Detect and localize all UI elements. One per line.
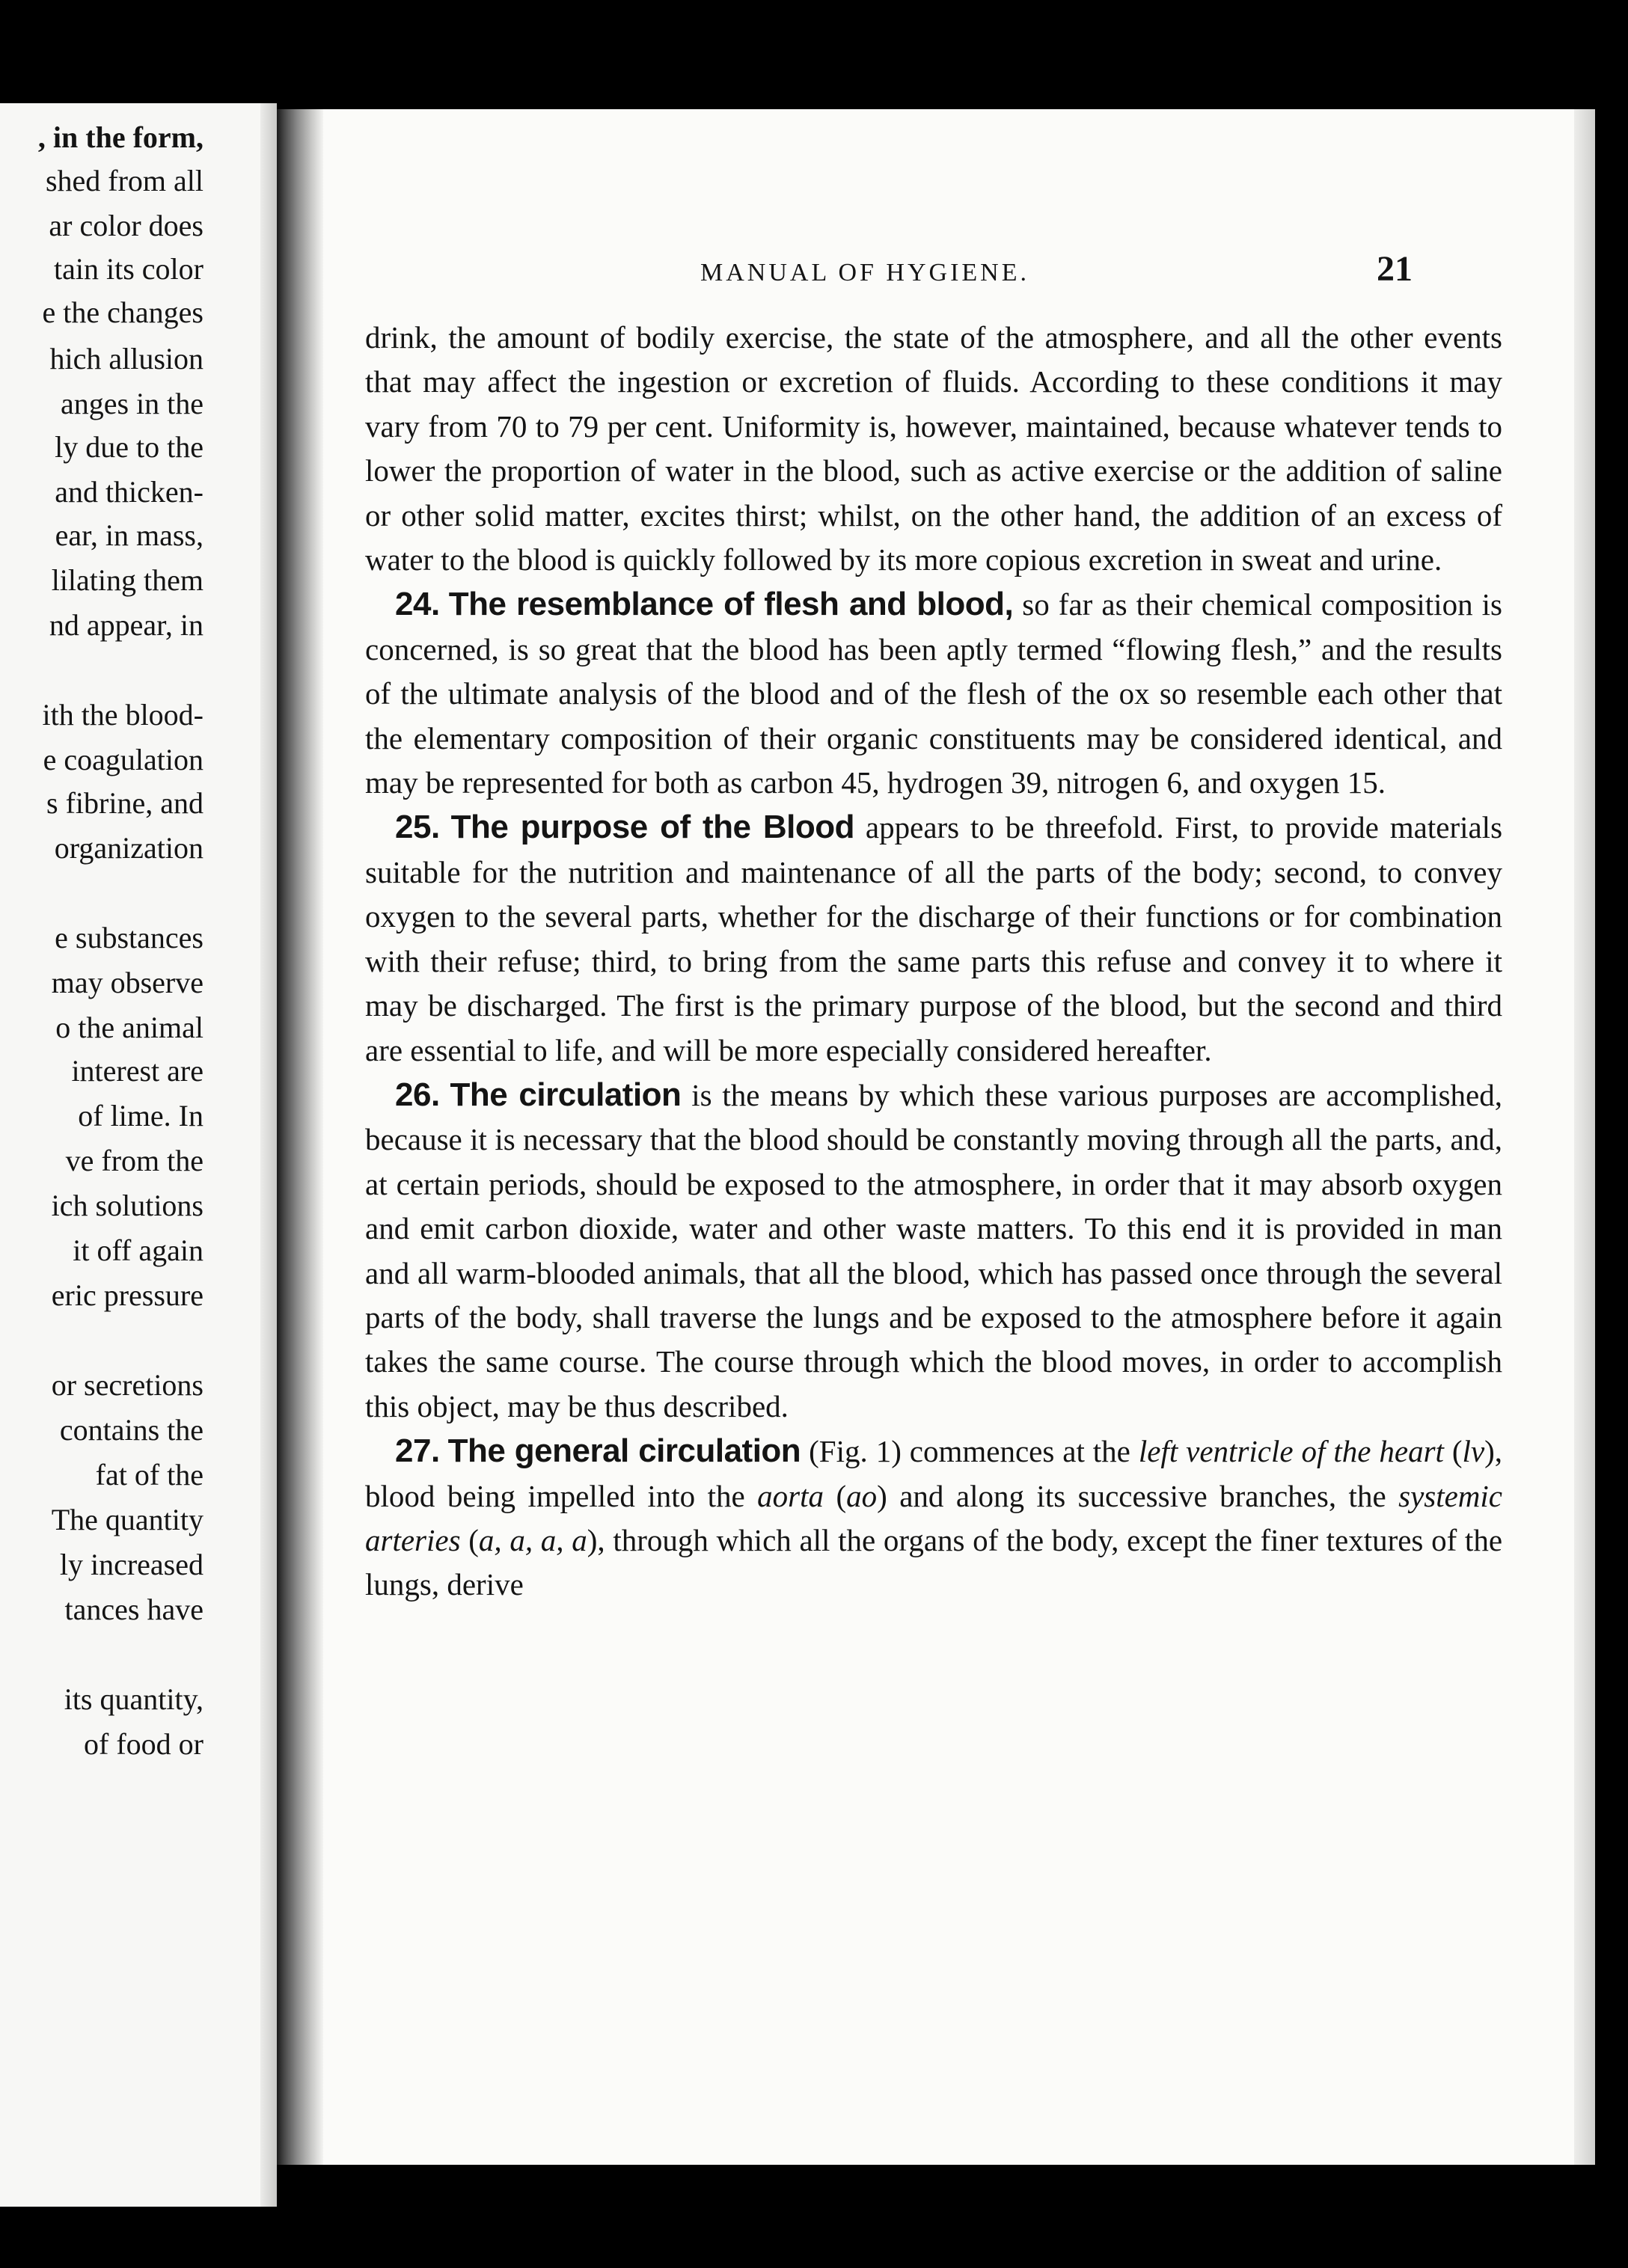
previous-page-line: lilating them [51,563,204,597]
paragraph-number: 24. [395,586,440,623]
previous-page-line: of food or [84,1727,204,1761]
paragraph-text: (Fig. 1) commences at the [809,1434,1130,1469]
previous-page-line: its quantity, [64,1682,204,1716]
paragraph-26 [365,1073,1502,1429]
paragraph-number: 26. [395,1076,440,1113]
previous-page-line: interest are [71,1054,204,1088]
paragraph-text: so far as their chemical composition is concerned, is so great that the blood has been aptly termed “flowing flesh,” and the results of the ultimate analysis of the blood and of the flesh of the ox so resemble each other that the elementary composition of their organic constituents may be considered identical, and may be represented for both as carbon 45, hydrogen 39, nitrogen 6, and oxygen 15. [365,587,1502,800]
italic-term: aorta [757,1478,824,1513]
page-body [365,316,1502,1607]
paragraph-text: appears to be threefold. First, to provide materials suitable for the nutrition and maintenance of all the parts of the body; second, to convey oxygen to the several parts, whether for the discharge of their functions or for combination with their refuse; third, to bring from the same parts this refuse and convey it to where it may be discharged. The first is the primary purpose of the blood, but the second and third are essential to life, and will be more especially considered hereafter. [365,810,1503,1067]
previous-page-line: fat of the [95,1458,204,1492]
paragraph-text: ), blood being impelled into the [365,1434,1503,1513]
previous-page-line: ar color does [49,209,204,242]
italic-term: ao [846,1478,878,1513]
paragraph-heading: The resemblance of flesh and blood, [448,586,1014,623]
paragraph-24 [365,582,1502,805]
previous-page-line: s fibrine, and [46,786,204,820]
previous-page-line: o the animal [55,1011,204,1044]
previous-page-line: e coagulation [43,743,204,776]
previous-page-line: anges in the [60,387,204,420]
previous-page-line: shed from all [45,164,204,197]
paragraph-heading: The purpose of the Blood [450,809,855,846]
italic-term: left ventricle of the heart [1138,1434,1444,1469]
previous-page-line: organization [54,831,204,865]
paragraph-text: ) and along its successive branches, the [877,1478,1386,1513]
italic-term: lv [1462,1434,1485,1469]
previous-page-line: and thicken- [55,475,204,509]
previous-page-line: of lime. In [78,1099,204,1133]
running-head: MANUAL OF HYGIENE. [700,259,1029,286]
current-page [277,109,1595,2165]
previous-page-line: e the changes [42,295,204,329]
paragraph-heading: The general circulation [447,1432,801,1470]
paragraph-25 [365,805,1502,1072]
previous-page-line: e substances [55,921,204,954]
paragraph-27 [365,1429,1502,1607]
paragraph-text: is the means by which these various purposes are accomplished, because it is necessary that the blood should be constantly moving through all the parts, and, at certain periods, should be exposed to the atmosphere, in order that it may absorb oxygen and emit carbon dioxide, water and other waste matters. To this end it is provided in man and all warm-blooded animals, that all the blood, which has passed once through the several parts of the body, shall traverse the lungs and be exposed to the atmosphere before it again takes the same course. The course through which the blood moves, in order to accomplish this object, may be thus described. [365,1077,1502,1423]
paragraph-text: ( [836,1478,847,1513]
book-gutter-shadow [277,109,323,2165]
previous-page-line: ear, in mass, [55,518,204,552]
previous-page-line: , in the form, [37,120,204,154]
previous-page-line: nd appear, in [49,608,204,642]
previous-page-line: or secretions [51,1368,204,1402]
italic-term: a, a, a, a [478,1522,587,1557]
previous-page-line: it off again [73,1233,204,1267]
page-edge [1574,109,1595,2165]
previous-page-line: ly due to the [55,430,204,464]
previous-page-line: hich allusion [49,342,204,376]
previous-page-line: ith the blood- [42,698,204,732]
previous-page-line: ich solutions [51,1189,204,1222]
page-number: 21 [1377,249,1413,289]
previous-page-line: The quantity [51,1503,204,1536]
paragraph-text: ( [468,1522,479,1557]
previous-page-line: ve from the [65,1144,204,1177]
paragraph-text: ( [1451,1434,1463,1469]
paragraph-heading: The circulation [450,1076,682,1113]
paragraph-number: 27. [395,1432,440,1470]
previous-page-edge [260,103,277,2207]
previous-page-line: eric pressure [51,1278,204,1312]
continuation-paragraph: drink, the amount of bodily exercise, the state of the atmosphere, and all the other events that may affect the ingestion or excretion of fluids. According to these conditions it may vary from 70 to 79 per cent. Uniformity is, however, maintained, because whatever tends to lower the proportion of water in the blood, such as active exercise or the addition of saline or other solid matter, excites thirst; whilst, on the other hand, the addition of an excess of water to the blood is quickly followed by its more copious excretion in sweat and urine. [365,320,1502,577]
previous-page-line: may observe [51,966,204,999]
italic-term: systemic arteries [365,1478,1503,1557]
previous-page-line: tain its color [54,252,204,286]
paragraph-text: ), through which all the organs of the body, except the finer textures of the lungs, derive [365,1522,1503,1602]
previous-page-line: ly increased [59,1548,204,1581]
paragraph-number: 25. [395,809,440,846]
previous-page-line: tances have [64,1593,204,1626]
previous-page-line: contains the [59,1413,204,1447]
previous-page [0,103,277,2207]
